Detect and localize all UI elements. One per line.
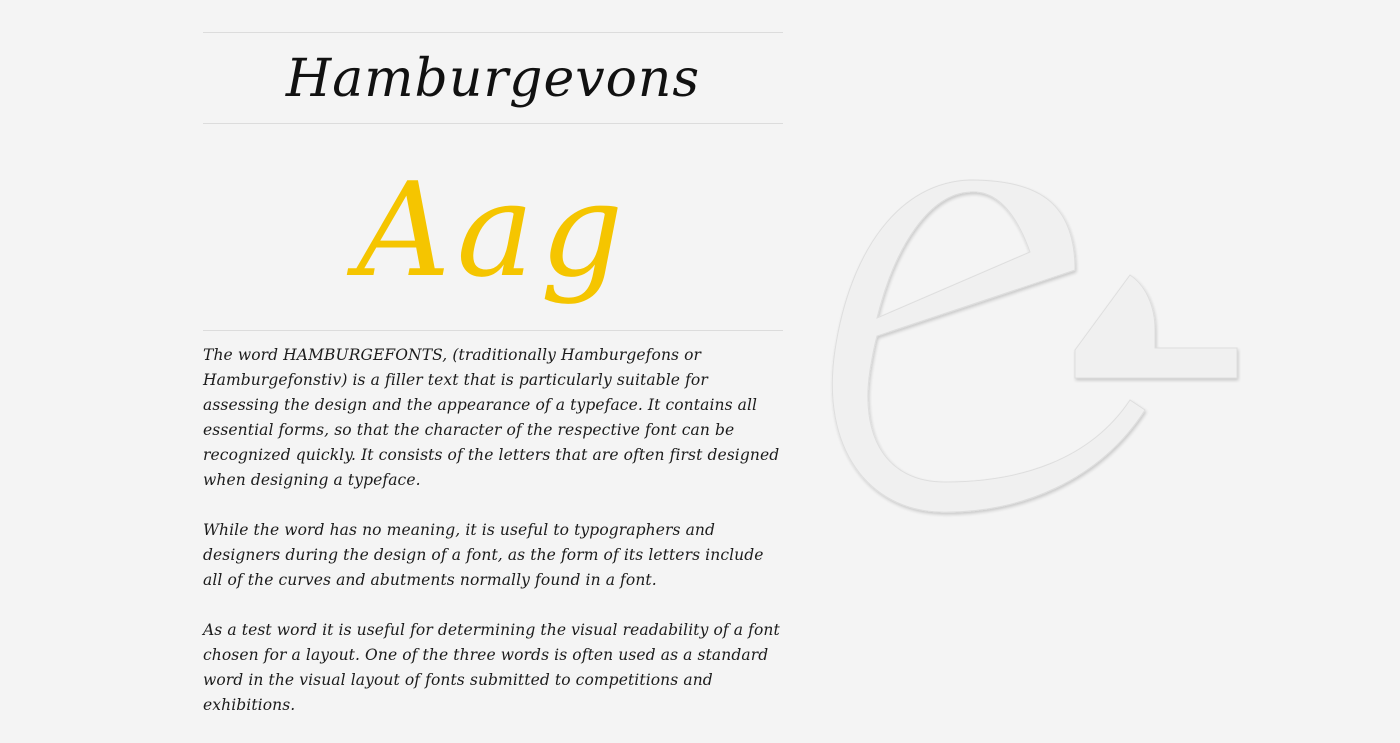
specimen-divider [203,330,783,331]
heading-divider [203,123,783,124]
description-paragraph: While the word has no meaning, it is useful to typographers and designers during the design of a font, as the form of its letters include all of the curves and abutments normally found in a font. [203,521,764,589]
description-text [203,343,783,743]
font-name-heading: Hamburgevons [285,49,701,109]
description-paragraph: The word HAMBURGEFONTS, (traditionally Hamburgefons or Hamburgefonstiv) is a filler text that is particularly suitable for assessing the design and the appearance of a typeface. It contains all essential forms, so that the character of the respective font can be recognized quickly. It consists of the letters that are often first designed when designing a typeface. [203,346,780,489]
e-ligature-glyph-icon [800,160,1260,530]
top-divider [203,32,783,33]
glyph-specimen: Aag [356,154,630,306]
description-paragraph: As a test word it is useful for determining the visual readability of a font chosen for a layout. One of the three words is often used as a standard word in the visual layout of fonts submitted to competitions and exhibitions. [203,621,780,714]
